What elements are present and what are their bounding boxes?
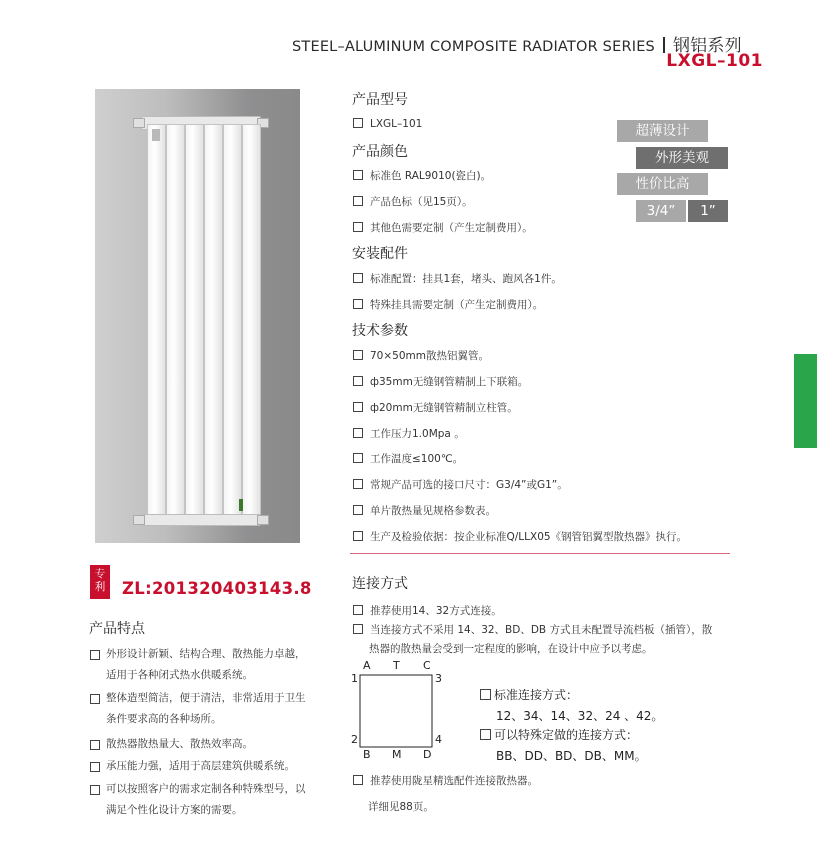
patent-badge-char: 专 <box>94 568 106 580</box>
radiator-fin <box>223 124 242 518</box>
list-item: 推荐使用陇星精选配件连接散热器。 <box>353 773 538 788</box>
checkbox-icon <box>353 350 363 360</box>
list-item: ф35mm无缝钢管精制上下联箱。 <box>353 374 528 389</box>
list-item: 其他色需要定制（产生定制费用）。 <box>353 220 533 235</box>
checkbox-icon <box>353 118 363 128</box>
checkbox-icon <box>353 531 363 541</box>
radiator-fin <box>185 124 204 518</box>
checkbox-icon <box>353 402 363 412</box>
list-item: ф20mm无缝钢管精制立柱管。 <box>353 400 518 415</box>
radiator-cap <box>257 515 269 525</box>
list-item-continued: 热器的散热量会受到一定程度的影响，在设计中应予以考虑。 <box>369 643 653 655</box>
diagram-label: M <box>392 748 402 761</box>
tag-appearance: 外形美观 <box>636 147 728 169</box>
special-connection-values: BB、DD、BD、DB、MM。 <box>496 749 647 763</box>
checkbox-icon <box>353 479 363 489</box>
list-item: 产品色标（见15页）。 <box>353 194 473 209</box>
checkbox-icon <box>90 785 100 795</box>
feature-item: 可以按照客户的需求定制各种特殊型号，以 满足个性化设计方案的需要。 <box>90 779 330 821</box>
standard-connection-values: 12、34、14、32、24 、42。 <box>496 709 664 723</box>
radiator-cap <box>133 515 145 525</box>
radiator-bottom-header <box>141 514 261 526</box>
list-item: 工作温度≤100℃。 <box>353 451 463 466</box>
color-heading: 产品颜色 <box>352 144 408 160</box>
checkbox-icon <box>90 762 100 772</box>
checkbox-icon <box>90 740 100 750</box>
tag-size-3-4: 3/4” <box>636 200 686 222</box>
diagram-label: T <box>393 659 400 672</box>
list-item: 常规产品可选的接口尺寸：G3/4”或G1”。 <box>353 477 568 492</box>
feature-item: 承压能力强，适用于高层建筑供暖系统。 <box>90 756 330 777</box>
air-valve <box>239 499 243 511</box>
radiator-fin <box>147 124 166 518</box>
radiator-fin <box>242 124 261 518</box>
diagram-label: A <box>363 659 371 672</box>
list-item: 推荐使用14、32方式连接。 <box>353 603 502 618</box>
checkbox-icon <box>353 222 363 232</box>
checkbox-icon <box>90 694 100 704</box>
feature-item: 整体造型简洁，便于清洁，非常适用于卫生 条件要求高的各种场所。 <box>90 688 330 730</box>
specs-heading: 技术参数 <box>352 323 408 339</box>
features-heading: 产品特点 <box>89 621 145 637</box>
model-code: LXGL–101 <box>666 51 763 71</box>
section-divider <box>350 553 730 554</box>
patent-badge <box>90 565 110 599</box>
diagram-label: 4 <box>435 733 442 746</box>
checkbox-icon <box>353 428 363 438</box>
list-item: 70×50mm散热铝翼管。 <box>353 348 489 363</box>
connection-diagram <box>351 659 461 762</box>
feature-item: 外形设计新颖、结构合理、散热能力卓越， 适用于各种闭式热水供暖系统。 <box>90 644 330 686</box>
section-tab-marker <box>794 354 817 448</box>
radiator-fin <box>204 124 223 518</box>
checkbox-icon <box>353 775 363 785</box>
list-item: 特殊挂具需要定制（产生定制费用）。 <box>353 297 543 312</box>
checkbox-icon <box>90 650 100 660</box>
patent-badge-char: 利 <box>94 581 106 593</box>
radiator-cap <box>133 118 145 128</box>
series-title-cn: 钢铝系列 <box>672 36 742 56</box>
diagram-label: 1 <box>351 672 358 685</box>
diagram-label: 2 <box>351 733 358 746</box>
list-item: 生产及检验依据：按企业标准Q/LLX05《钢管铝翼型散热器》执行。 <box>353 529 687 544</box>
checkbox-icon <box>353 624 363 634</box>
diagram-frame <box>351 662 461 762</box>
standard-connection-label: 标准连接方式： <box>480 686 578 703</box>
checkbox-icon <box>353 196 363 206</box>
tag-ultra-thin: 超薄设计 <box>617 120 708 142</box>
checkbox-icon <box>353 299 363 309</box>
patent-number: ZL:201320403143.8 <box>122 579 312 598</box>
model-heading: 产品型号 <box>352 92 408 108</box>
list-item: 标准配置：挂具1套，堵头、跑风各1件。 <box>353 271 562 286</box>
radiator-photo <box>95 89 300 543</box>
checkbox-icon <box>353 273 363 283</box>
diagram-label: C <box>423 659 431 672</box>
list-item: 当连接方式不采用 14、32、BD、DB 方式且未配置导流档板（插管），散 <box>353 622 712 637</box>
series-title-en: STEEL–ALUMINUM COMPOSITE RADIATOR SERIES <box>292 39 655 55</box>
checkbox-icon <box>353 376 363 386</box>
diagram-label: B <box>363 748 371 761</box>
checkbox-icon <box>353 170 363 180</box>
list-item: 标准色 RAL9010(瓷白)。 <box>353 168 491 183</box>
fittings-heading: 安装配件 <box>352 246 408 262</box>
feature-item: 散热器散热量大、散热效率高。 <box>90 734 330 755</box>
tag-size-1: 1” <box>688 200 728 222</box>
diagram-label: 3 <box>435 672 442 685</box>
list-item: LXGL–101 <box>353 118 422 130</box>
special-connection-label: 可以特殊定做的连接方式： <box>480 726 638 743</box>
checkbox-icon <box>353 453 363 463</box>
see-page-note: 详细见88页。 <box>368 801 434 813</box>
list-item: 工作压力1.0Mpa 。 <box>353 426 465 441</box>
checkbox-icon <box>353 505 363 515</box>
connection-heading: 连接方式 <box>352 576 408 592</box>
radiator-fin <box>166 124 185 518</box>
checkbox-icon <box>480 729 491 740</box>
list-item: 单片散热量见规格参数表。 <box>353 503 496 518</box>
brand-logo-mark <box>152 129 160 141</box>
diagram-label: D <box>423 748 432 761</box>
checkbox-icon <box>480 689 491 700</box>
title-separator <box>663 37 665 53</box>
checkbox-icon <box>353 605 363 615</box>
tag-cost-effective: 性价比高 <box>617 173 708 195</box>
